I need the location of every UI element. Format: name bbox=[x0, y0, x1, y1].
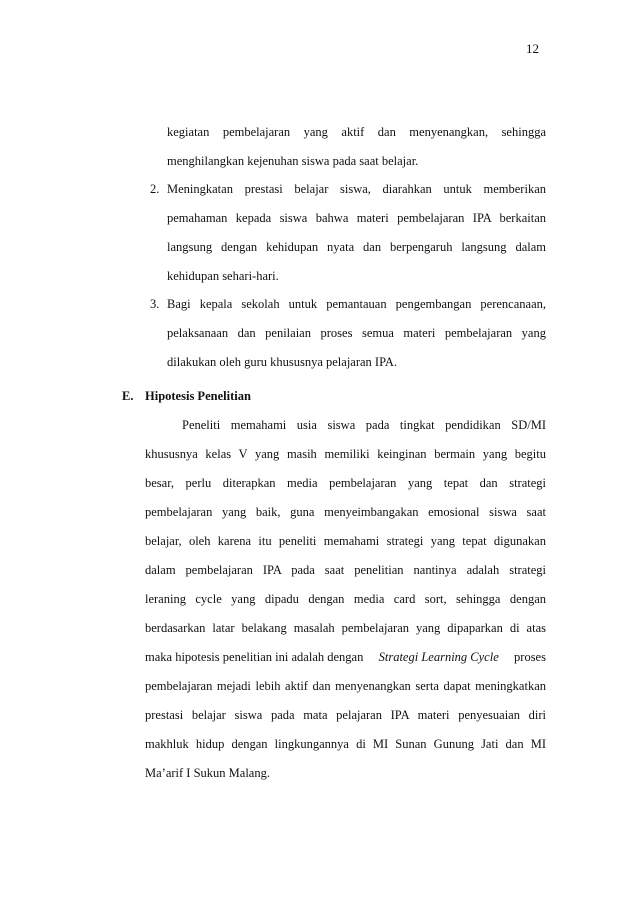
section-label: E. bbox=[122, 389, 134, 403]
list-item-line: kehidupan sehari-hari. bbox=[167, 269, 279, 283]
list-item-line: pemahaman kepada siswa bahwa materi pembelajaran IPA berkaitan bbox=[167, 211, 546, 225]
list-item-line: dilakukan oleh guru khususnya pelajaran IPA. bbox=[167, 355, 398, 369]
list-item-number: 3. bbox=[150, 297, 160, 311]
paragraph-line: pembelajaran yang baik, guna menyeimbangakan emosional siswa saat bbox=[145, 505, 546, 519]
list-item-number: 2. bbox=[150, 182, 160, 196]
paragraph-line bbox=[145, 649, 546, 665]
list-item-line: pelaksanaan dan penilaian proses semua materi pembelajaran yang bbox=[167, 326, 546, 340]
paragraph-line: Peneliti memahami usia siswa pada tingkat pendidikan SD/MI bbox=[182, 418, 546, 432]
paragraph-text: maka hipotesis penelitian ini adalah dengan bbox=[145, 650, 367, 664]
paragraph-line: makhluk hidup dengan lingkungannya di MI Sunan Gunung Jati dan MI bbox=[145, 737, 546, 751]
paragraph-line: berdasarkan latar belakang masalah pembelajaran yang dipaparkan di atas bbox=[145, 621, 546, 635]
paragraph-line: pembelajaran mejadi lebih aktif dan menyenangkan serta dapat meningkatkan bbox=[145, 679, 546, 693]
list-item-line: Meningkatan prestasi belajar siswa, diarahkan untuk memberikan bbox=[167, 182, 546, 196]
section-title: Hipotesis Penelitian bbox=[145, 389, 251, 403]
paragraph-line: leraning cycle yang dipadu dengan media card sort, sehingga dengan bbox=[145, 592, 546, 606]
paragraph-line: prestasi belajar siswa pada mata pelajaran IPA materi penyesuaian diri bbox=[145, 708, 546, 722]
paragraph-line: khususnya kelas V yang masih memiliki keinginan bermain yang begitu bbox=[145, 447, 546, 461]
list-continuation-line: kegiatan pembelajaran yang aktif dan menyenangkan, sehingga bbox=[167, 125, 546, 139]
list-item-line: Bagi kepala sekolah untuk pemantauan pengembangan perencanaan, bbox=[167, 297, 546, 311]
paragraph-line: belajar, oleh karena itu peneliti memahami strategi yang tepat digunakan bbox=[145, 534, 546, 548]
strategy-term: Strategi Learning Cycle bbox=[378, 650, 499, 664]
paragraph-line: besar, perlu diterapkan media pembelajaran yang tepat dan strategi bbox=[145, 476, 546, 490]
list-item-line: langsung dengan kehidupan nyata dan berpengaruh langsung dalam bbox=[167, 240, 546, 254]
paragraph-line: dalam pembelajaran IPA pada saat penelitian nantinya adalah strategi bbox=[145, 563, 546, 577]
list-continuation-line: menghilangkan kejenuhan siswa pada saat belajar. bbox=[167, 154, 419, 168]
paragraph-text: proses bbox=[510, 650, 546, 664]
page-number: 12 bbox=[526, 41, 539, 56]
paragraph-line: Ma’arif I Sukun Malang. bbox=[145, 766, 270, 780]
